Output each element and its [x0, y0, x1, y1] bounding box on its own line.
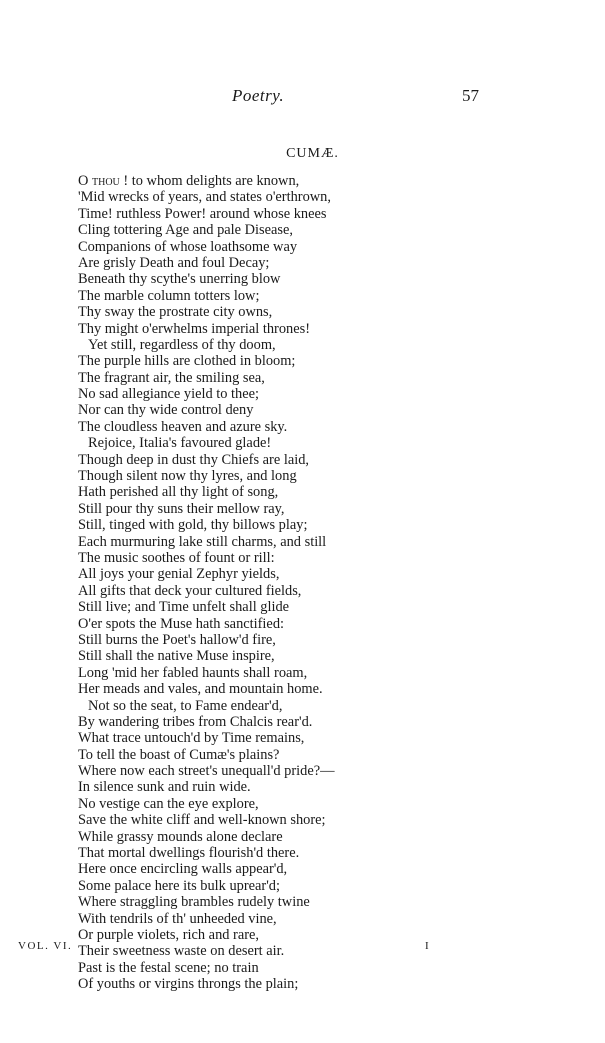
poem-line: Beneath thy scythe's unerring blow	[78, 271, 281, 288]
poem-line-indented: Rejoice, Italia's favoured glade!	[88, 435, 272, 452]
poem-line: Nor can thy wide control deny	[78, 402, 254, 419]
poem-line: Still, tinged with gold, thy billows play;	[78, 517, 308, 534]
poem-line: Long 'mid her fabled haunts shall roam,	[78, 664, 308, 681]
poem-line: Or purple violets, rich and rare,	[78, 926, 260, 943]
poem-line: All joys your genial Zephyr yields,	[78, 566, 280, 583]
initial-o: O	[78, 173, 92, 189]
poem-line: That mortal dwellings flourish'd there.	[78, 845, 300, 862]
poem-line: In silence sunk and ruin wide.	[78, 779, 251, 796]
poem-line: Hath perished all thy light of song,	[78, 484, 279, 501]
poem-line: Here once encircling walls appear'd,	[78, 861, 288, 878]
page-number: 57	[462, 86, 479, 105]
poem-line	[78, 173, 498, 189]
poem-title: CUMÆ.	[286, 146, 339, 161]
first-line-rest: ! to whom delights are known,	[119, 173, 300, 189]
poem-line: Her meads and vales, and mountain home.	[78, 681, 323, 698]
poem-line: To tell the boast of Cumæ's plains?	[78, 746, 280, 763]
poem-line: Are grisly Death and foul Decay;	[78, 254, 270, 271]
poem-line: Each murmuring lake still charms, and still	[78, 533, 327, 550]
poem-line: The fragrant air, the smiling sea,	[78, 369, 265, 386]
signature-mark: I	[425, 940, 429, 952]
poem-line: The purple hills are clothed in bloom;	[78, 353, 296, 370]
poem-line: Still burns the Poet's hallow'd fire,	[78, 631, 276, 648]
poem-line: Where straggling brambles rudely twine	[78, 894, 310, 911]
poem-line: O'er spots the Muse hath sanctified:	[78, 615, 285, 632]
poem-line: Where now each street's unequall'd pride?—	[78, 763, 335, 780]
poem-line: 'Mid wrecks of years, and states o'erthrown,	[78, 189, 331, 206]
poem-line-indented: Not so the seat, to Fame endear'd,	[88, 697, 283, 714]
running-head	[0, 86, 605, 110]
poem-line: Still pour thy suns their mellow ray,	[78, 500, 285, 517]
poem-line: Past is the festal scene; no train	[78, 959, 259, 976]
poem-line: Still shall the native Muse inspire,	[78, 648, 275, 665]
poem-line: Thy might o'erwhelms imperial thrones!	[78, 320, 310, 337]
poem-line: Though silent now thy lyres, and long	[78, 468, 297, 485]
poem-line: Still live; and Time unfelt shall glide	[78, 599, 290, 616]
first-word-thou: thou	[92, 173, 120, 189]
poem-line: No vestige can the eye explore,	[78, 795, 259, 812]
poem-line: No sad allegiance yield to thee;	[78, 386, 260, 403]
poem-line: Of youths or virgins throngs the plain;	[78, 976, 299, 993]
poem-line: Companions of whose loathsome way	[78, 238, 298, 255]
running-title: Poetry.	[232, 86, 285, 105]
poem-line: With tendrils of th' unheeded vine,	[78, 910, 277, 927]
poem-line: The music soothes of fount or rill:	[78, 549, 275, 566]
poem-line: The cloudless heaven and azure sky.	[78, 418, 288, 435]
poem-line: Time! ruthless Power! around whose knees	[78, 205, 327, 222]
poem-line: Though deep in dust thy Chiefs are laid,	[78, 451, 310, 468]
poem-line: Their sweetness waste on desert air.	[78, 943, 285, 960]
poem-line: By wandering tribes from Chalcis rear'd.	[78, 713, 313, 730]
poem-line-indented: Yet still, regardless of thy doom,	[88, 336, 276, 353]
poem-line: The marble column totters low;	[78, 287, 260, 304]
volume-footer: VOL. VI.	[18, 940, 73, 952]
poem-line: Thy sway the prostrate city owns,	[78, 304, 273, 321]
poem-line: All gifts that deck your cultured fields,	[78, 582, 302, 599]
poem-line: Some palace here its bulk uprear'd;	[78, 877, 280, 894]
poem-line: Save the white cliff and well-known shore;	[78, 812, 326, 829]
poem-line: While grassy mounds alone declare	[78, 828, 283, 845]
poem-line: Cling tottering Age and pale Disease,	[78, 222, 294, 239]
poem-line: What trace untouch'd by Time remains,	[78, 730, 305, 747]
poem-body	[78, 173, 498, 993]
